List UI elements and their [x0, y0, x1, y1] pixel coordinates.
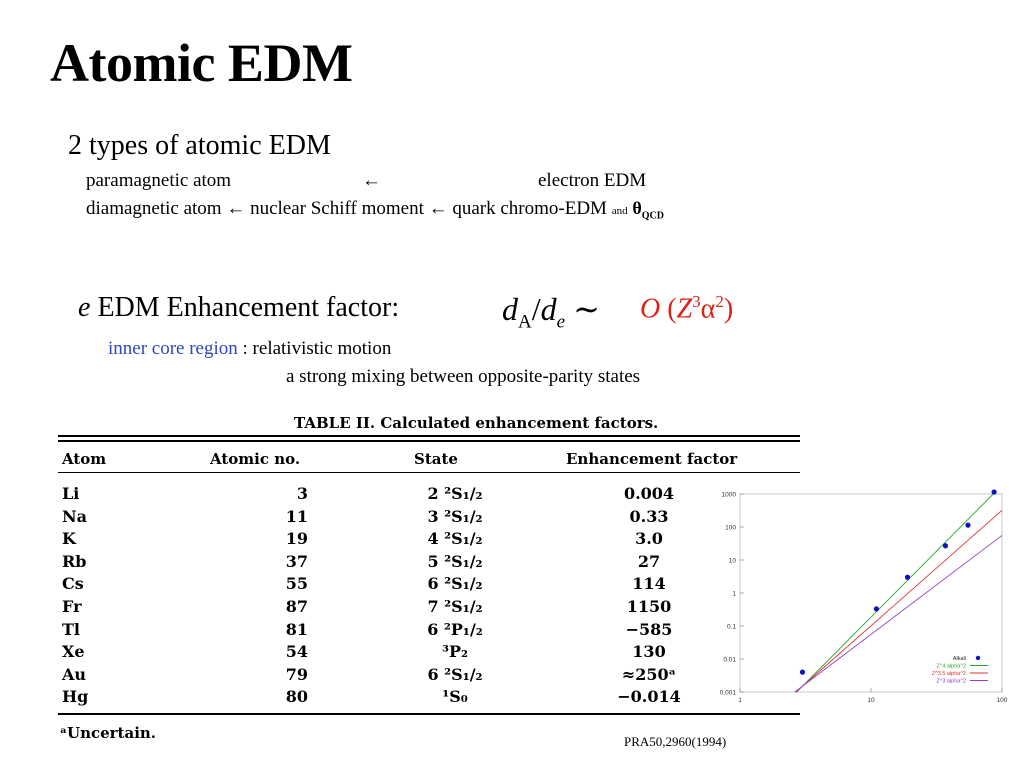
- table-top-rule: [58, 435, 800, 437]
- cell-enhancement: 3.0: [635, 529, 663, 549]
- cell-atom: Fr: [62, 597, 82, 616]
- cell-state: 7 ²S₁/₂: [427, 597, 483, 616]
- and-word: and: [611, 205, 628, 217]
- paramagnetic-right: electron EDM: [538, 170, 647, 191]
- cell-atomic-no: 54: [285, 642, 308, 662]
- inner-core-line: [108, 338, 391, 360]
- legend-label: Z^3 alpha^2: [936, 678, 966, 685]
- y-tick-label: 0.001: [719, 689, 736, 697]
- legend-label: Z^3.5 alpha^2: [931, 671, 966, 677]
- table-row: [50, 665, 800, 687]
- table-row: [50, 642, 800, 664]
- order-close: ): [723, 293, 734, 325]
- cell-state: 2 ²S₁/₂: [427, 484, 483, 503]
- x-tick-label: 10: [867, 697, 875, 704]
- header-enhancement: Enhancement factor: [566, 450, 738, 468]
- table-row: [50, 574, 800, 596]
- order-z: Z: [676, 293, 693, 325]
- table-footnote: ᵃUncertain.: [60, 724, 157, 742]
- e-symbol: e: [78, 292, 91, 323]
- header-atomic-no: Atomic no.: [210, 450, 301, 468]
- header-state: State: [414, 450, 458, 468]
- cell-atomic-no: 80: [285, 687, 308, 707]
- theta-subscript: QCD: [641, 210, 664, 222]
- table-caption: TABLE II. Calculated enhancement factors.: [294, 414, 659, 432]
- cell-enhancement: −0.014: [617, 687, 681, 707]
- cell-enhancement: 1150: [626, 597, 672, 616]
- cell-state: ³P₂: [441, 642, 469, 662]
- cell-enhancement: −585: [625, 619, 673, 639]
- paramagnetic-arrow: ←: [362, 170, 381, 191]
- y-tick-label: 1: [732, 590, 736, 598]
- cell-state: ¹S₀: [442, 687, 468, 707]
- diamagnetic-line: [86, 198, 664, 222]
- table-row: [50, 620, 800, 642]
- cell-state: 6 ²S₁/₂: [427, 664, 483, 684]
- cell-atomic-no: 19: [285, 529, 308, 549]
- mixing-text: a strong mixing between opposite-parity states: [286, 366, 641, 387]
- cell-atomic-no: 79: [285, 664, 308, 684]
- cell-enhancement: 0.004: [623, 484, 675, 503]
- order-z-exp: 3: [692, 292, 701, 311]
- data-point: [965, 523, 970, 528]
- ratio-slash: /: [531, 291, 541, 327]
- table-row: [50, 552, 800, 574]
- cell-atom: K: [62, 529, 76, 549]
- ratio-tilde: ∼: [573, 291, 600, 327]
- legend-marker: [976, 656, 980, 660]
- paramagnetic-left: paramagnetic atom: [86, 170, 232, 191]
- legend-label: Alkali: [952, 656, 966, 662]
- table-top-rule-2: [58, 440, 800, 442]
- cell-atomic-no: 81: [285, 619, 308, 639]
- x-tick-label: 100: [996, 697, 1008, 704]
- order-open: (: [667, 293, 677, 325]
- ratio-formula: [502, 290, 600, 333]
- cell-state: 4 ²S₁/₂: [427, 529, 483, 549]
- order-o: O: [640, 293, 661, 325]
- table-header-rule: [58, 472, 800, 473]
- table-row: [50, 484, 800, 506]
- data-point: [800, 670, 805, 675]
- data-point: [943, 543, 948, 548]
- header-atom: Atom: [62, 450, 107, 468]
- theta-qcd: [632, 198, 664, 222]
- cell-atom: Na: [62, 506, 87, 526]
- ratio-sub-a: A: [518, 311, 532, 333]
- ratio-d2: d: [540, 291, 557, 327]
- cell-enhancement: 0.33: [629, 506, 669, 526]
- cell-atom: Hg: [62, 687, 89, 707]
- order-alpha: α: [700, 293, 716, 325]
- y-tick-label: 0.1: [726, 623, 736, 631]
- table-row: [50, 687, 800, 709]
- data-point: [874, 606, 879, 611]
- enhancement-heading: [78, 292, 399, 324]
- table-row: [50, 507, 800, 529]
- y-tick-label: 10: [728, 557, 736, 565]
- ratio-sub-e: e: [556, 311, 566, 333]
- cell-enhancement: ≈250ᵃ: [621, 664, 677, 684]
- cell-state: 6 ²P₁/₂: [427, 619, 483, 639]
- cell-atom: Li: [62, 484, 80, 503]
- table-row: [50, 597, 800, 619]
- table-row: [50, 529, 800, 551]
- cell-atom: Cs: [62, 574, 84, 594]
- theta-symbol: θ: [632, 198, 642, 218]
- cell-atomic-no: 37: [285, 551, 308, 571]
- cell-enhancement: 130: [632, 642, 666, 662]
- cell-atomic-no: 55: [285, 574, 308, 594]
- cell-atom: Rb: [62, 551, 87, 571]
- legend-label: Z^4 alpha^2: [936, 663, 966, 670]
- y-tick-label: 0.01: [723, 656, 736, 664]
- cell-atom: Tl: [62, 619, 80, 639]
- cell-atomic-no: 11: [285, 506, 308, 526]
- y-tick-label: 1000: [721, 491, 736, 499]
- diamagnetic-text: diamagnetic atom ← nuclear Schiff moment ← quark chromo-EDM: [86, 198, 607, 219]
- inner-core-label: inner core region: [108, 338, 238, 359]
- x-tick-label: 1: [738, 697, 742, 704]
- data-point: [905, 575, 910, 580]
- scaling-plot: [710, 488, 1008, 716]
- y-tick-label: 100: [725, 524, 736, 532]
- cell-atom: Xe: [62, 642, 85, 662]
- cell-enhancement: 114: [632, 574, 666, 594]
- page-title: Atomic EDM: [50, 33, 353, 93]
- enhancement-label: EDM Enhancement factor:: [90, 292, 400, 323]
- data-point: [991, 489, 996, 494]
- cell-enhancement: 27: [637, 551, 661, 571]
- types-heading: 2 types of atomic EDM: [68, 130, 331, 161]
- cell-state: 6 ²S₁/₂: [427, 574, 483, 594]
- order-alpha-exp: 2: [715, 292, 724, 311]
- plot-frame: [740, 494, 1002, 692]
- reference-citation: PRA50,2960(1994): [624, 734, 727, 749]
- ratio-d1: d: [502, 291, 518, 327]
- enhancement-table: [50, 408, 800, 748]
- cell-state: 5 ²S₁/₂: [427, 551, 483, 571]
- cell-atomic-no: 3: [296, 484, 308, 503]
- cell-state: 3 ²S₁/₂: [427, 506, 483, 526]
- order-formula: [640, 292, 733, 325]
- cell-atom: Au: [62, 664, 87, 684]
- cell-atomic-no: 87: [285, 597, 308, 616]
- table-bottom-rule: [58, 713, 800, 715]
- inner-core-desc: : relativistic motion: [237, 338, 392, 359]
